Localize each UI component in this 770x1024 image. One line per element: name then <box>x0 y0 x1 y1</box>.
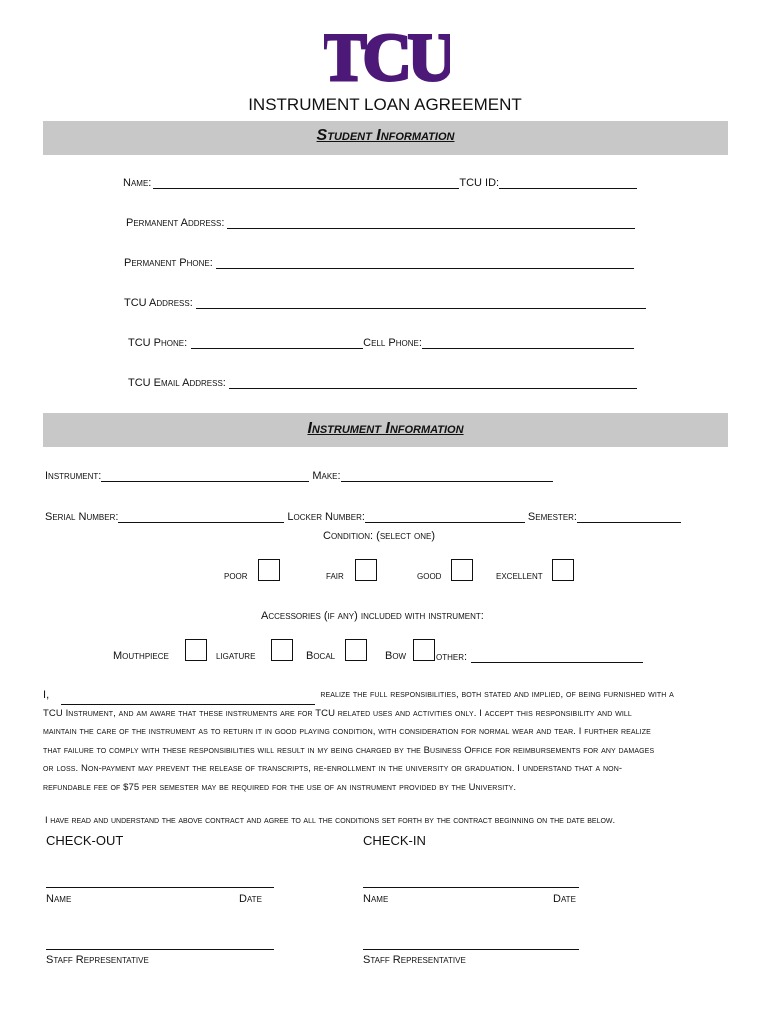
semester-field[interactable] <box>577 510 681 523</box>
condition-excellent-label: excellent <box>496 570 543 582</box>
instrument-field[interactable] <box>101 469 309 482</box>
condition-good-checkbox[interactable] <box>451 559 473 581</box>
checkin-date-label: Date <box>553 893 576 905</box>
page-title: INSTRUMENT LOAN AGREEMENT <box>248 95 522 114</box>
agreement-line-2: TCU Instrument, and am aware that these instruments are for TCU related uses and activities only. I accept this responsibility and will <box>43 707 632 719</box>
tcu-logo <box>324 24 450 86</box>
condition-fair-checkbox[interactable] <box>355 559 377 581</box>
serial-row <box>45 510 681 523</box>
tcu-address-field[interactable] <box>196 296 646 309</box>
instrument-row <box>45 469 553 482</box>
permanent-address-row <box>126 216 635 229</box>
logo-text: TCU <box>324 24 450 86</box>
agreement-statement: I have read and understand the above contract and agree to all the conditions set forth by the contract beginning on the date below. <box>45 815 616 826</box>
agreement-line-6: refundable fee of $75 per semester may be required for the use of an instrument provided by the University. <box>43 781 517 793</box>
accessory-bocal-checkbox[interactable] <box>345 639 367 661</box>
tcu-address-row <box>124 296 646 309</box>
condition-fair-label: fair <box>326 570 344 582</box>
name-field[interactable] <box>153 176 459 189</box>
permanent-phone-field[interactable] <box>216 256 634 269</box>
instrument-label: Instrument: <box>45 470 102 482</box>
accessory-bocal-label: Bocal <box>306 650 336 662</box>
permanent-address-field[interactable] <box>227 216 635 229</box>
tcu-address-label: TCU Address: <box>124 297 193 309</box>
condition-label: Condition: (select one) <box>323 530 436 542</box>
checkout-heading: CHECK-OUT <box>46 833 124 848</box>
accessory-other-label: other: <box>436 651 468 663</box>
permanent-phone-label: Permanent Phone: <box>124 257 213 269</box>
condition-excellent-checkbox[interactable] <box>552 559 574 581</box>
tcu-id-label: TCU ID: <box>459 177 500 189</box>
condition-poor-checkbox[interactable] <box>258 559 280 581</box>
checkout-name-signature-line[interactable] <box>46 886 274 888</box>
accessory-other-field[interactable] <box>471 650 643 663</box>
phones-row <box>128 336 634 349</box>
agreement-i-label: I, <box>43 689 50 701</box>
tcu-email-field[interactable] <box>229 376 637 389</box>
make-field[interactable] <box>341 469 553 482</box>
checkin-heading: CHECK-IN <box>363 833 426 848</box>
accessories-label: Accessories (if any) included with instrument: <box>261 610 484 622</box>
locker-label: Locker Number: <box>287 511 365 523</box>
locker-field[interactable] <box>365 510 525 523</box>
accessory-other-row <box>436 650 643 663</box>
tcu-email-row <box>128 376 637 389</box>
semester-label: Semester: <box>527 511 577 523</box>
cell-phone-label: Cell Phone: <box>363 337 422 349</box>
serial-label: Serial Number: <box>45 511 119 523</box>
agreement-line-1 <box>43 686 729 705</box>
agreement-name-field[interactable] <box>61 694 315 705</box>
checkin-name-signature-line[interactable] <box>363 886 579 888</box>
checkin-name-label: Name <box>363 893 389 905</box>
serial-field[interactable] <box>118 510 284 523</box>
agreement-line-3: maintain the care of the instrument as to return it in good playing condition, with consideration for normal wear and tear. I further realize <box>43 726 651 738</box>
agreement-line-5: or loss. Non-payment may prevent the release of transcripts, re-enrollment in the university or graduation. I understand that a non- <box>43 763 623 775</box>
agreement-line-4: that failure to comply with these responsibilities will result in my being charged by the Business Office for reimbursements for any damages <box>43 744 655 756</box>
accessory-bow-checkbox[interactable] <box>413 639 435 661</box>
accessory-ligature-checkbox[interactable] <box>271 639 293 661</box>
student-info-heading: Student Information <box>316 127 455 144</box>
condition-poor-label: poor <box>224 570 248 582</box>
tcu-phone-label: TCU Phone: <box>128 337 188 349</box>
permanent-address-label: Permanent Address: <box>126 217 225 229</box>
agreement-text-1: realize the full responsibilities, both stated and implied, of being furnished with a <box>320 689 674 700</box>
checkout-date-label: Date <box>239 893 262 905</box>
cell-phone-field[interactable] <box>422 336 634 349</box>
name-label: Name: <box>123 177 152 189</box>
tcu-email-label: TCU Email Address: <box>128 377 226 389</box>
accessory-mouthpiece-checkbox[interactable] <box>185 639 207 661</box>
checkout-name-label: Name <box>46 893 72 905</box>
instrument-info-heading: Instrument Information <box>307 420 464 437</box>
make-label: Make: <box>312 470 341 482</box>
instrument-info-header <box>43 413 728 447</box>
permanent-phone-row <box>124 256 634 269</box>
checkin-staff-label: Staff Representative <box>363 954 466 966</box>
accessory-ligature-label: ligature <box>216 650 256 662</box>
tcu-id-field[interactable] <box>499 176 637 189</box>
student-info-header <box>43 121 728 155</box>
condition-good-label: good <box>417 570 442 582</box>
checkout-staff-label: Staff Representative <box>46 954 149 966</box>
checkout-staff-signature-line[interactable] <box>46 948 274 950</box>
checkin-staff-signature-line[interactable] <box>363 948 579 950</box>
accessory-bow-label: Bow <box>385 650 407 662</box>
tcu-phone-field[interactable] <box>191 336 363 349</box>
name-row <box>123 176 637 189</box>
agreement-paragraph <box>43 686 729 798</box>
accessory-mouthpiece-label: Mouthpiece <box>113 650 169 662</box>
